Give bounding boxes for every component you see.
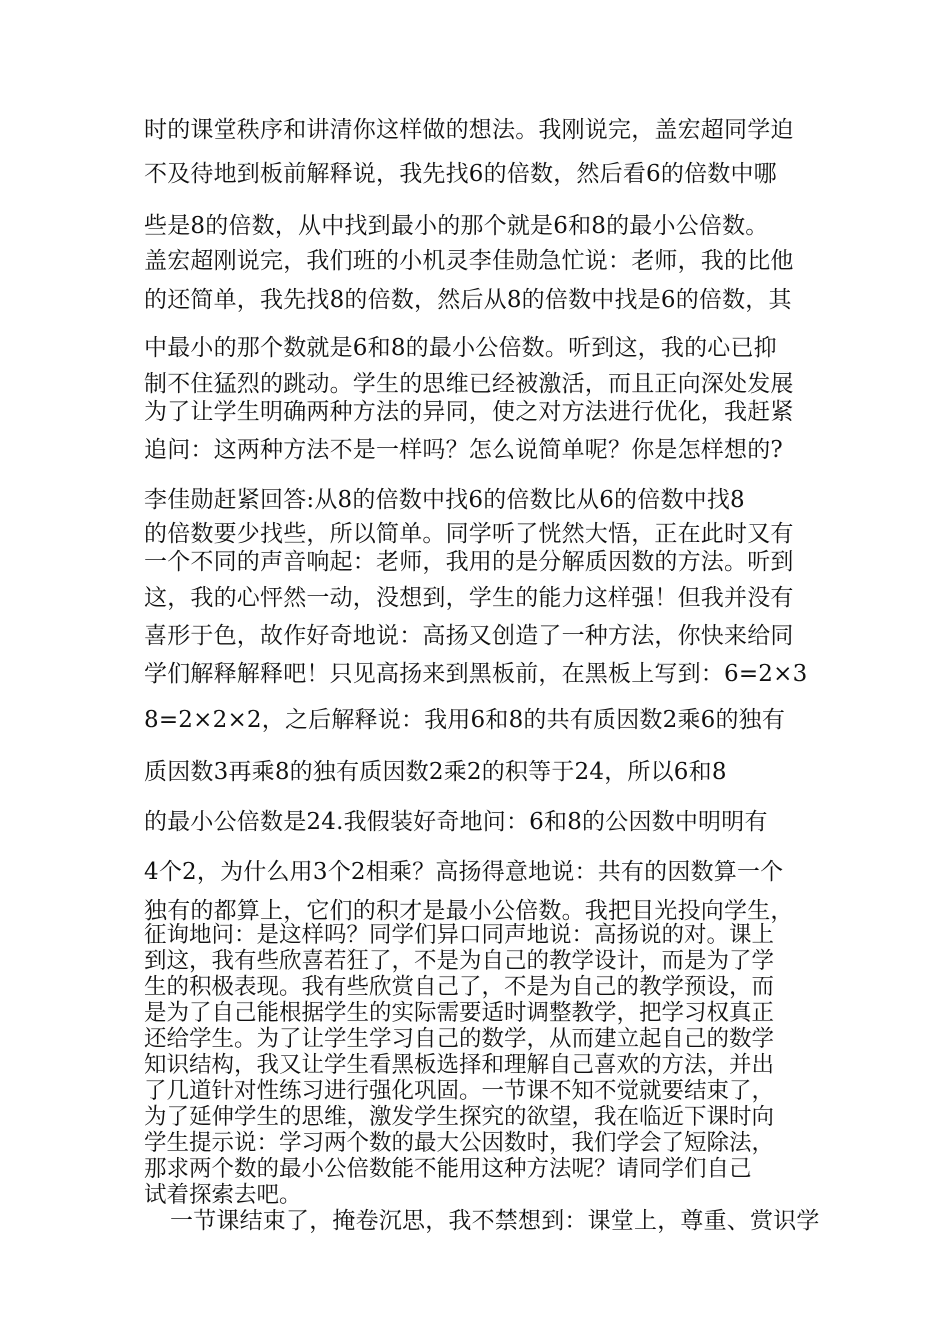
text-line: 学生提示说：学习两个数的最大公因数时，我们学会了短除法，: [144, 1130, 775, 1156]
text-line: 的还简单，我先找8的倍数，然后从8的倍数中找是6的倍数，其: [144, 287, 792, 313]
text-line: 喜形于色，故作好奇地说：高扬又创造了一种方法，你快来给同: [144, 623, 794, 649]
text-line: 8=2×2×2，之后解释说：我用6和8的共有质因数2乘6的独有: [144, 707, 786, 733]
text-line: 些是8的倍数，从中找到最小的那个就是6和8的最小公倍数。: [144, 213, 769, 239]
text-line: 李佳勋赶紧回答:从8的倍数中找6的倍数比从6的倍数中找8: [144, 487, 745, 513]
text-line: 追问：这两种方法不是一样吗？怎么说简单呢？你是怎样想的?: [144, 437, 783, 463]
text-line: 知识结构，我又让学生看黑板选择和理解自己喜欢的方法，并出: [144, 1052, 775, 1078]
text-line: 质因数3再乘8的独有质因数2乘2的积等于24，所以6和8: [144, 759, 727, 785]
text-line: 为了让学生明确两种方法的异同，使之对方法进行优化，我赶紧: [144, 399, 794, 425]
paragraph-first-line: 一节课结束了，掩卷沉思，我不禁想到：课堂上，尊重、赏识学: [170, 1208, 820, 1234]
text-line: 中最小的那个数就是6和8的最小公倍数。听到这，我的心已抑: [144, 335, 777, 361]
text-line: 征询地问：是这样吗？同学们异口同声地说：高扬说的对。课上: [144, 922, 775, 948]
text-line: 4个2，为什么用3个2相乘？高扬得意地说：共有的因数算一个: [144, 859, 784, 885]
text-line: 是为了自己能根据学生的实际需要适时调整教学，把学习权真正: [144, 1000, 775, 1026]
text-line: 试着探索去吧。: [144, 1182, 302, 1208]
text-line: 生的积极表现。我有些欣赏自己了，不是为自己的教学预设，而: [144, 974, 775, 1000]
text-line: 了几道针对性练习进行强化巩固。一节课不知不觉就要结束了，: [144, 1078, 775, 1104]
text-line: 到这，我有些欣喜若狂了，不是为自己的教学设计，而是为了学: [144, 948, 775, 974]
text-line: 为了延伸学生的思维，激发学生探究的欲望，我在临近下课时向: [144, 1104, 775, 1130]
text-line: 一个不同的声音响起：老师，我用的是分解质因数的方法。听到: [144, 549, 794, 575]
text-line: 制不住猛烈的跳动。学生的思维已经被激活，而且正向深处发展: [144, 371, 794, 397]
text-line: 盖宏超刚说完，我们班的小机灵李佳勋急忙说：老师，我的比他: [144, 248, 794, 274]
text-line: 的最小公倍数是24.我假装好奇地问：6和8的公因数中明明有: [144, 809, 768, 835]
text-line: 不及待地到板前解释说，我先找6的倍数，然后看6的倍数中哪: [144, 161, 777, 187]
text-line: 这，我的心怦然一动，没想到，学生的能力这样强！但我并没有: [144, 585, 794, 611]
text-line: 的倍数要少找些，所以简单。同学听了恍然大悟，正在此时又有: [144, 521, 794, 547]
text-line: 那求两个数的最小公倍数能不能用这种方法呢？请同学们自己: [144, 1156, 752, 1182]
text-line: 还给学生。为了让学生学习自己的数学，从而建立起自己的数学: [144, 1026, 775, 1052]
text-line: 时的课堂秩序和讲清你这样做的想法。我刚说完，盖宏超同学迫: [144, 117, 794, 143]
text-line: 学们解释解释吧！只见高扬来到黑板前，在黑板上写到：6=2×3: [144, 661, 808, 687]
text-line: 独有的都算上，它们的积才是最小公倍数。我把目光投向学生，: [144, 898, 794, 924]
